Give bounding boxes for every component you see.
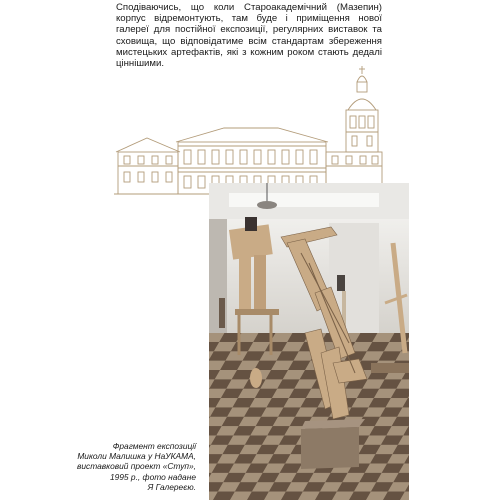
caption-line: Фрагмент експозиції [112, 441, 196, 451]
photo-caption [64, 441, 196, 492]
exhibition-photo-illustration [209, 183, 409, 500]
exhibition-photo [209, 183, 409, 500]
caption-line: виставковий проект «Ступ», [77, 461, 196, 472]
caption-line: Миколи Малишка у НаУКАМА, [77, 451, 196, 462]
intro-paragraph: Сподіваючись, що коли Староакадемічний (Мазепин) корпус відремонтують, там буде і приміщення нової галереї для постійної експозиції, регулярних виставок та сховища, що відповідатиме всім стандартам збереження мистецьких артефактів, які з кожним роком стають дедалі ціннішими. [116, 2, 382, 70]
caption-line: 1995 р., фото надане [109, 471, 196, 482]
caption-line: Я Галереєю. [147, 481, 196, 492]
building-line-drawing-icon [114, 66, 384, 196]
